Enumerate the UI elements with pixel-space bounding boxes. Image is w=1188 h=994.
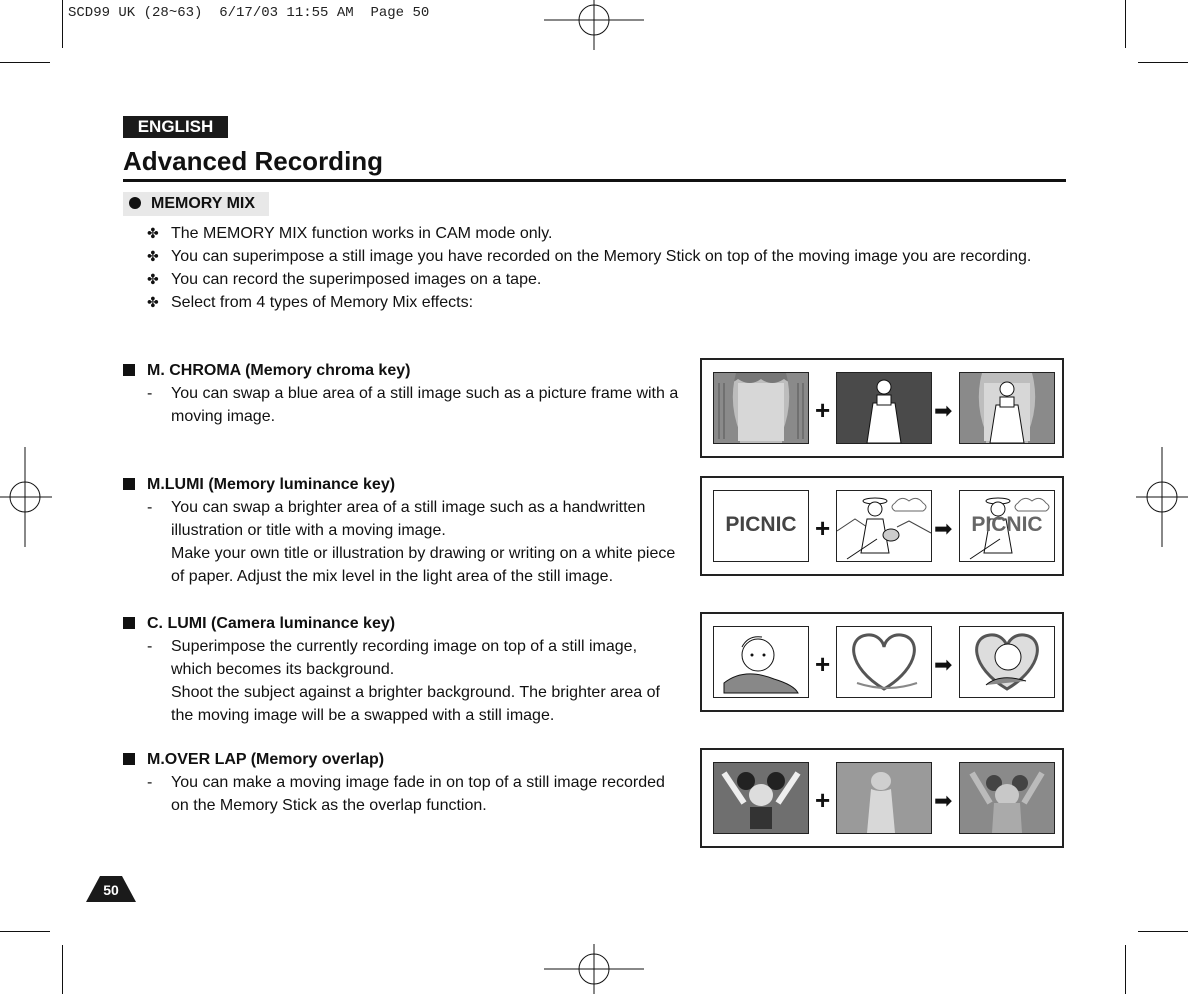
thumb-lumi-result	[959, 490, 1055, 562]
chroma-result-icon	[960, 373, 1054, 443]
thumb-overlap-result	[959, 762, 1055, 834]
plus-icon: +	[815, 513, 831, 543]
plus-icon: +	[815, 785, 831, 815]
description-line: moving image.	[171, 408, 276, 425]
plus-icon: +	[815, 395, 831, 425]
section-description	[123, 635, 660, 727]
page-number: 50	[103, 882, 119, 898]
thumb-chroma-result	[959, 372, 1055, 444]
crop-mark	[62, 945, 63, 994]
section-heading	[123, 612, 660, 635]
girl-figure-icon	[837, 373, 931, 443]
crop-mark	[0, 931, 50, 932]
description-line: You can swap a blue area of a still image such as a picture frame with a	[171, 385, 679, 402]
bullet-text: The MEMORY MIX function works in CAM mode only.	[171, 225, 553, 242]
section-heading	[123, 748, 665, 771]
registration-mark-icon	[1136, 447, 1188, 547]
section-tag-label: MEMORY MIX	[151, 195, 256, 212]
bullet-mark-icon: ✤	[147, 294, 159, 310]
list-item	[147, 222, 1031, 245]
square-bullet-icon	[123, 753, 135, 765]
intro-bullet-list	[147, 222, 1031, 314]
thumb-stage-curtain	[713, 372, 809, 444]
section-description	[123, 382, 678, 428]
registration-mark-icon	[544, 944, 644, 994]
description-line: the moving image will be a swapped with a still image.	[171, 707, 555, 724]
thumb-blurred-figure	[836, 762, 932, 834]
list-item	[147, 245, 1031, 268]
picnic-overlay-text: PICNIC	[971, 513, 1043, 536]
bullet-text: You can superimpose a still image you have recorded on the Memory Stick on top of the moving image you are recording.	[171, 248, 1032, 265]
dash-mark: -	[147, 638, 153, 655]
plus-icon: +	[815, 649, 831, 679]
thumb-mouse-character	[713, 762, 809, 834]
section-heading	[123, 473, 675, 496]
section-heading	[123, 359, 678, 382]
thumb-baby	[713, 626, 809, 698]
description-line: illustration or title with a moving image.	[171, 522, 446, 539]
language-badge: ENGLISH	[123, 116, 228, 138]
registration-mark-icon	[0, 447, 52, 547]
picnic-title-text: PICNIC	[725, 513, 797, 536]
figure-c-lumi	[700, 612, 1064, 712]
bullet-text: Select from 4 types of Memory Mix effects:	[171, 294, 474, 311]
bullet-mark-icon: ✤	[147, 271, 159, 287]
section-tag	[123, 192, 269, 216]
overlap-result-icon	[960, 763, 1054, 833]
page-title: Advanced Recording	[123, 146, 384, 176]
stage-curtain-icon	[714, 373, 808, 443]
arrow-right-icon: ➡	[934, 398, 953, 423]
dash-mark: -	[147, 774, 153, 791]
crop-mark	[1138, 931, 1188, 932]
print-header: SCD99 UK (28~63) 6/17/03 11:55 AM Page 50	[68, 5, 430, 21]
list-item	[147, 268, 1031, 291]
crop-mark	[1138, 62, 1188, 63]
section-c-lumi	[123, 612, 660, 727]
square-bullet-icon	[123, 617, 135, 629]
thumb-c-lumi-result	[959, 626, 1055, 698]
title-rule	[123, 179, 1066, 182]
section-heading-text: C. LUMI (Camera luminance key)	[147, 615, 396, 632]
section-heading-text: M.LUMI (Memory luminance key)	[147, 476, 396, 493]
section-m-overlap	[123, 748, 665, 817]
c-lumi-result-icon	[960, 627, 1054, 697]
square-bullet-icon	[123, 364, 135, 376]
description-line: Superimpose the currently recording image on top of a still image,	[171, 638, 638, 655]
description-line: Shoot the subject against a brighter background. The brighter area of	[171, 684, 660, 701]
figure-m-lumi	[700, 476, 1064, 576]
description-line: Make your own title or illustration by drawing or writing on a white piece	[171, 545, 676, 562]
thumb-heart	[836, 626, 932, 698]
square-bullet-icon	[123, 478, 135, 490]
arrow-right-icon: ➡	[934, 788, 953, 813]
section-heading-text: M. CHROMA (Memory chroma key)	[147, 362, 411, 379]
description-line: on the Memory Stick as the overlap function.	[171, 797, 487, 814]
thumb-picnic-title	[713, 490, 809, 562]
figure-m-overlap	[700, 748, 1064, 848]
bullet-mark-icon: ✤	[147, 225, 159, 241]
mouse-character-icon	[714, 763, 808, 833]
description-line: You can make a moving image fade in on top of a still image recorded	[171, 774, 665, 791]
thumb-girl-with-hat	[836, 490, 932, 562]
list-item	[147, 291, 1031, 314]
description-line: which becomes its background.	[171, 661, 395, 678]
crop-mark	[62, 0, 63, 48]
crop-mark	[1125, 945, 1126, 994]
crop-mark	[1125, 0, 1126, 48]
section-heading-text: M.OVER LAP (Memory overlap)	[147, 751, 385, 768]
section-description	[123, 771, 665, 817]
bullet-text: You can record the superimposed images on a tape.	[171, 271, 542, 288]
section-m-lumi	[123, 473, 675, 588]
baby-icon	[714, 627, 808, 697]
dash-mark: -	[147, 385, 153, 402]
dash-mark: -	[147, 499, 153, 516]
thumb-girl-dark	[836, 372, 932, 444]
figure-m-chroma	[700, 358, 1064, 458]
bullet-dot-icon	[129, 197, 141, 209]
section-description	[123, 496, 675, 588]
description-line: of paper. Adjust the mix level in the light area of the still image.	[171, 568, 614, 585]
heart-frame-icon	[837, 627, 931, 697]
arrow-right-icon: ➡	[934, 652, 953, 677]
registration-mark-icon	[544, 0, 644, 50]
arrow-right-icon: ➡	[934, 516, 953, 541]
blurred-figure-icon	[837, 763, 931, 833]
girl-with-hat-icon	[837, 491, 931, 561]
section-m-chroma	[123, 359, 678, 428]
bullet-mark-icon: ✤	[147, 248, 159, 264]
description-line: You can swap a brighter area of a still image such as a handwritten	[171, 499, 646, 516]
crop-mark	[0, 62, 50, 63]
